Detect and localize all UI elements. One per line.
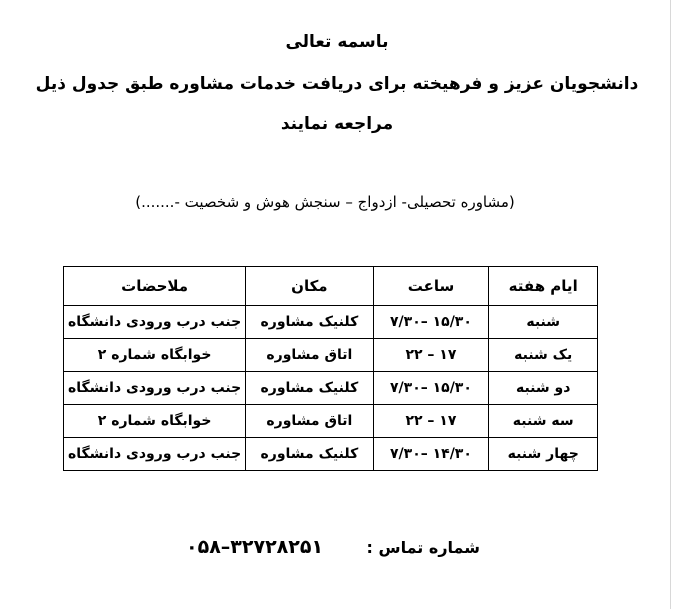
column-header-day: ایام هفته: [489, 267, 598, 306]
cell-place: اتاق مشاوره: [246, 405, 373, 438]
cell-notes: جنب درب ورودی دانشگاه: [64, 306, 246, 339]
cell-notes: جنب درب ورودی دانشگاه: [64, 372, 246, 405]
table-header-row: [64, 267, 598, 306]
cell-day: چهار شنبه: [489, 438, 598, 471]
counseling-schedule-table: [63, 266, 598, 471]
contact-phone-number: ۰۵۸–۳۲۷۲۸۲۵۱: [186, 536, 324, 558]
contact-label: شماره تماس :: [366, 538, 480, 557]
cell-notes: جنب درب ورودی دانشگاه: [64, 438, 246, 471]
cell-day: یک شنبه: [489, 339, 598, 372]
document-heading: باسمه تعالی: [285, 32, 389, 52]
cell-time: ۷/۳۰– ۱۴/۳۰: [373, 438, 489, 471]
cell-time: ۲۲ – ۱۷: [373, 405, 489, 438]
column-header-time: ساعت: [373, 267, 489, 306]
cell-place: کلنیک مشاوره: [246, 372, 373, 405]
document-intro-line: دانشجویان عزیز و فرهیخته برای دریافت خدمات مشاوره طبق جدول ذیل: [35, 74, 639, 94]
table-row: [64, 372, 598, 405]
cell-place: کلنیک مشاوره: [246, 438, 373, 471]
cell-day: سه شنبه: [489, 405, 598, 438]
column-header-place: مکان: [246, 267, 373, 306]
contact-info: [180, 538, 480, 562]
cell-time: ۲۲ – ۱۷: [373, 339, 489, 372]
cell-notes: خوابگاه شماره ۲: [64, 405, 246, 438]
cell-time: ۷/۳۰– ۱۵/۳۰: [373, 372, 489, 405]
services-subtitle: (مشاوره تحصیلی- ازدواج – سنجش هوش و شخصیت -.......): [135, 193, 515, 211]
cell-day: دو شنبه: [489, 372, 598, 405]
cell-place: کلنیک مشاوره: [246, 306, 373, 339]
cell-day: شنبه: [489, 306, 598, 339]
table-row: [64, 306, 598, 339]
document-intro-line-2: مراجعه نمایند: [280, 114, 394, 134]
cell-place: اتاق مشاوره: [246, 339, 373, 372]
cell-time: ۷/۳۰– ۱۵/۳۰: [373, 306, 489, 339]
cell-notes: خوابگاه شماره ۲: [64, 339, 246, 372]
column-header-notes: ملاحضات: [64, 267, 246, 306]
table-row: [64, 438, 598, 471]
table-row: [64, 405, 598, 438]
table-row: [64, 339, 598, 372]
